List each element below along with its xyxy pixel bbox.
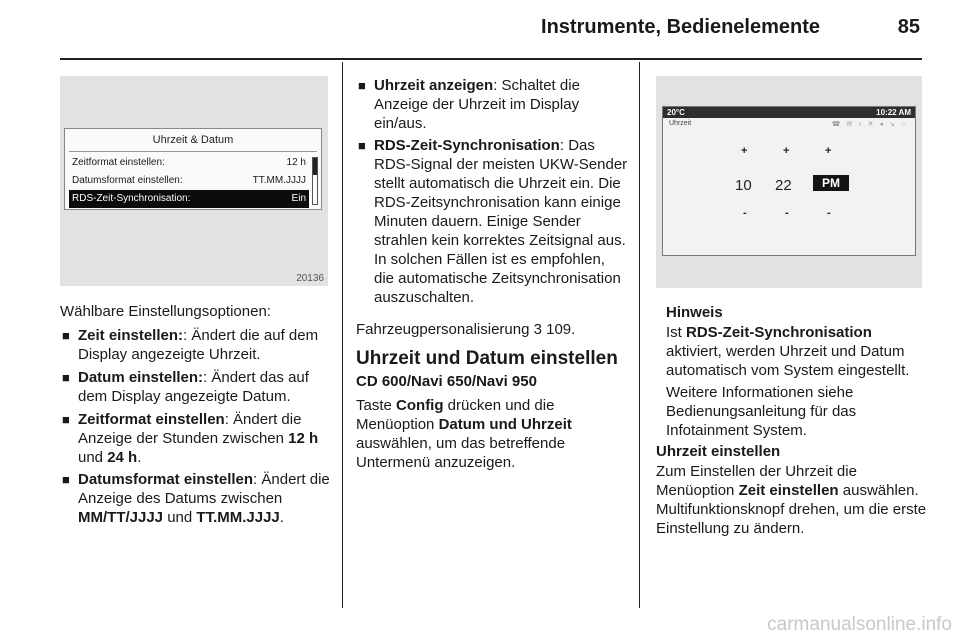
menu-separator [69, 151, 317, 152]
bullet-zeitformat: ■ Zeitformat einstellen: Ändert die Anzeige der Stunden zwischen 12 h und 24 h. [62, 410, 332, 467]
bullet-zeit-einstellen: ■ Zeit einstellen:: Ändert die auf dem Display angezeigte Uhrzeit. [62, 326, 332, 364]
menu-panel [64, 128, 322, 210]
clock-readout: 10:22 AM [876, 108, 911, 117]
row-value: 12 h [286, 157, 306, 168]
row-label: Zeitformat einstellen: [72, 157, 165, 168]
menu-row-rds-sync [69, 190, 309, 208]
row-label: RDS-Zeit-Synchronisation: [72, 193, 191, 204]
fahrzeugpersonalisierung-ref: Fahrzeugpersonalisierung 3 109. [356, 321, 576, 338]
menu-scrollbar [312, 157, 318, 205]
options-intro: Wählbare Einstellungsoptionen: [60, 303, 271, 320]
figure-time-setting-screen [656, 76, 922, 288]
set-time-instructions: Zum Einstellen der Uhrzeit die Menüoption Zeit einstellen auswählen. [656, 463, 919, 499]
page-header-title: Instrumente, Bedienelemente [541, 16, 820, 38]
hinweis-more: Weitere Informationen siehe Bedienungsanleitung für das Infotainment System. [666, 384, 857, 439]
menu-title: Uhrzeit & Datum [152, 134, 234, 146]
watermark: carmanualsonline.info [767, 614, 952, 635]
knob-instructions: Multifunktionsknopf drehen, um die erste Einstellung zu ändern. [656, 501, 927, 537]
section-subheading: CD 600/Navi 650/Navi 950 [356, 373, 537, 390]
bullet-datum-einstellen: ■ Datum einstellen:: Ändert das auf dem Display angezeigte Datum. [62, 368, 332, 406]
menu-row-date-format [69, 172, 309, 190]
temperature-readout: 20°C [667, 108, 685, 117]
ampm-value: PM [813, 175, 849, 191]
figure-time-date-menu [60, 76, 328, 286]
bullet-rds-sync: ■ RDS-Zeit-Synchronisation: Das RDS-Signal der meisten UKW-Sender stellt automatisch die Uhrzeit ein. Die RDS-Zeitsynchronisation kann einige Minuten dauern. Einige Sender strahlen kein korrektes Zeitsignal aus. In solchen Fällen ist es empfohlen, die automatische Zeitsynchronisation auszuschalten. [358, 136, 628, 307]
bullet-uhrzeit-anzeigen: ■ Uhrzeit anzeigen: Schaltet die Anzeige der Uhrzeit im Display ein/aus. [358, 76, 628, 133]
status-bar [663, 107, 915, 118]
hour-value: 10 [735, 177, 752, 194]
menu-row-time-format [69, 154, 309, 172]
config-instructions: Taste Config drücken und die Menüoption Datum und Uhrzeit auswählen, um das betreffende Untermenü anzuzeigen. [356, 397, 572, 471]
header-rule [60, 58, 922, 60]
minute-minus-icon: - [785, 207, 789, 219]
ampm-plus-icon: + [825, 145, 832, 157]
scrollbar-thumb [313, 158, 317, 175]
hour-minus-icon: - [743, 207, 747, 219]
minute-value: 22 [775, 177, 792, 194]
minute-plus-icon: + [783, 145, 790, 157]
row-value: Ein [291, 193, 306, 204]
page-number: 85 [897, 16, 920, 38]
hinweis-title: Hinweis [666, 304, 723, 321]
bullet-datumsformat: ■ Datumsformat einstellen: Ändert die Anzeige des Datums zwischen MM/TT/JJJJ und TT.MM.JJJJ. [62, 470, 332, 527]
ampm-minus-icon: - [827, 207, 831, 219]
row-value: TT.MM.JJJJ [252, 175, 306, 186]
hour-plus-icon: + [741, 145, 748, 157]
column-divider-1 [342, 62, 343, 608]
hinweis-text: Ist RDS-Zeit-Synchronisation aktiviert, werden Uhrzeit und Datum automatisch vom System eingestellt. [666, 324, 910, 379]
status-icons: ☎ ✉ ♪ ✕ ◂ ↘ ○ [831, 121, 907, 128]
row-label: Datumsformat einstellen: [72, 175, 183, 186]
display-screen [662, 106, 916, 256]
column-divider-2 [639, 62, 640, 608]
section-heading: Uhrzeit und Datum einstellen [356, 348, 618, 369]
subsection-heading: Uhrzeit einstellen [656, 443, 781, 460]
screen-label: Uhrzeit [669, 120, 692, 127]
figure-id: 20136 [296, 273, 324, 284]
